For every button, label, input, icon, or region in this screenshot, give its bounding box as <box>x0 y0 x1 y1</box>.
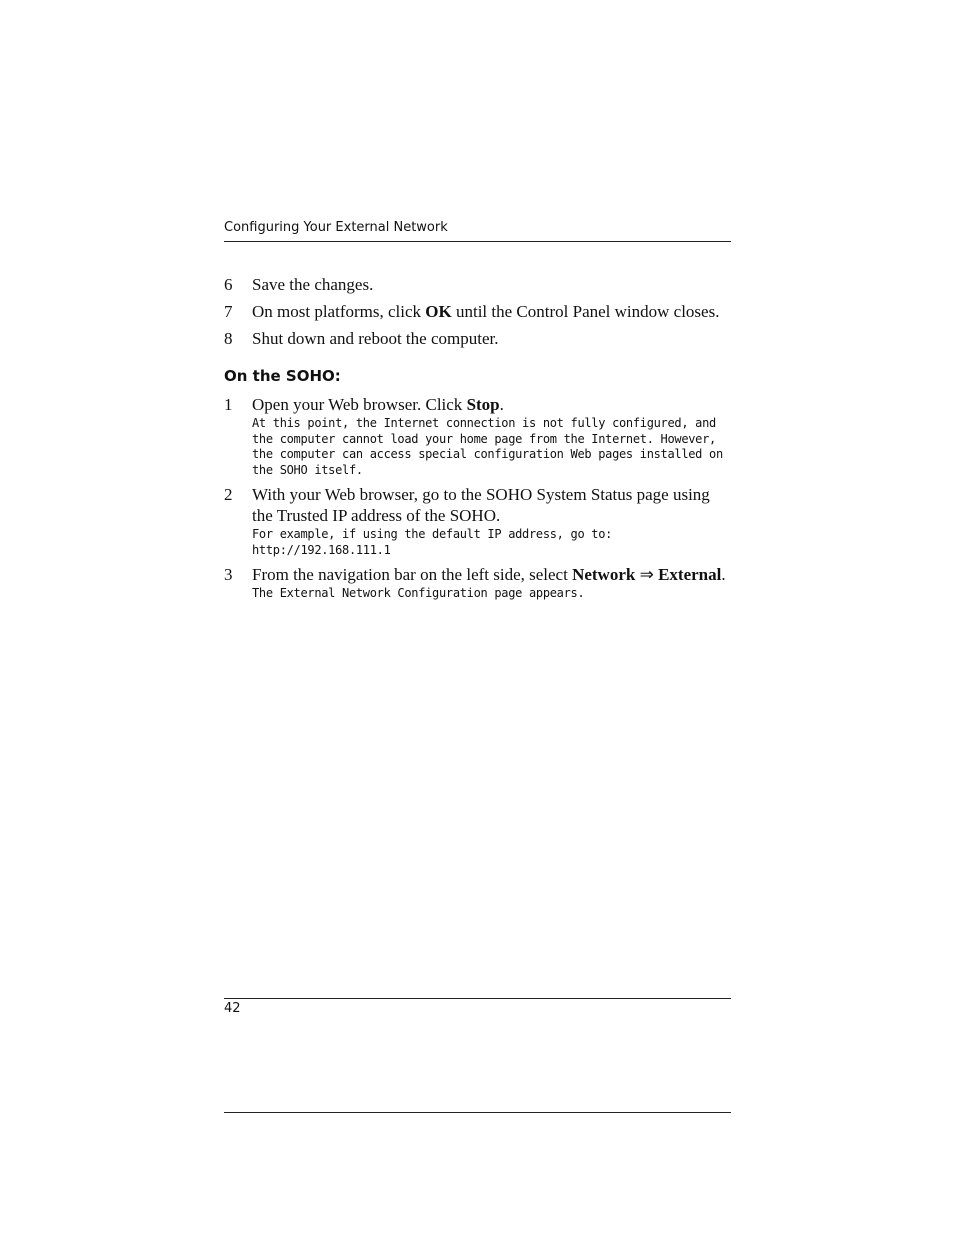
step-text: With your Web browser, go to the SOHO System Status page using the Trusted IP address of the SOHO. <box>252 485 710 525</box>
network-label: Network <box>572 565 636 584</box>
step-text-cont: until the Control Panel window closes. <box>451 302 720 321</box>
step-text-cont: . <box>721 565 726 584</box>
step-text: On most platforms, click <box>252 302 426 321</box>
page-number: 42 <box>224 1001 241 1016</box>
external-label: External <box>658 565 722 584</box>
ok-label: OK <box>425 302 452 321</box>
step-number: 3 <box>224 565 233 584</box>
step-note: For example, if using the default IP address, go to: http://192.168.111.1 <box>252 527 613 557</box>
step-number: 2 <box>224 485 233 504</box>
step-note: The External Network Configuration page appears. <box>252 586 585 600</box>
step-text: Open your Web browser. Click <box>252 395 467 414</box>
page-body <box>224 274 734 608</box>
step-text: Save the changes. <box>252 275 374 294</box>
stop-label: Stop <box>466 395 500 414</box>
step-text-cont: . <box>499 395 504 414</box>
arrow-glyph: ⇒ <box>635 565 659 584</box>
bottom-rule <box>224 1112 731 1113</box>
soho-step-2 <box>224 484 734 558</box>
running-header <box>224 219 731 242</box>
soho-step-3 <box>224 564 734 602</box>
step-number: 7 <box>224 302 233 321</box>
step-text: Shut down and reboot the computer. <box>252 329 499 348</box>
step-number: 6 <box>224 275 233 294</box>
step-number: 1 <box>224 395 233 414</box>
step-8 <box>224 328 734 349</box>
step-7 <box>224 301 734 322</box>
step-note: At this point, the Internet connection is not fully configured, and the computer cannot load your home page from the Internet. However, the computer can access special configuration Web pages installed on the SOHO itself. <box>252 416 723 477</box>
step-text: From the navigation bar on the left side, select <box>252 565 573 584</box>
footer-rule <box>224 998 731 999</box>
section-heading: On the SOHO: <box>224 367 341 385</box>
step-6 <box>224 274 734 295</box>
step-number: 8 <box>224 329 233 348</box>
soho-step-1 <box>224 394 734 478</box>
running-header-title: Configuring Your External Network <box>224 220 448 235</box>
